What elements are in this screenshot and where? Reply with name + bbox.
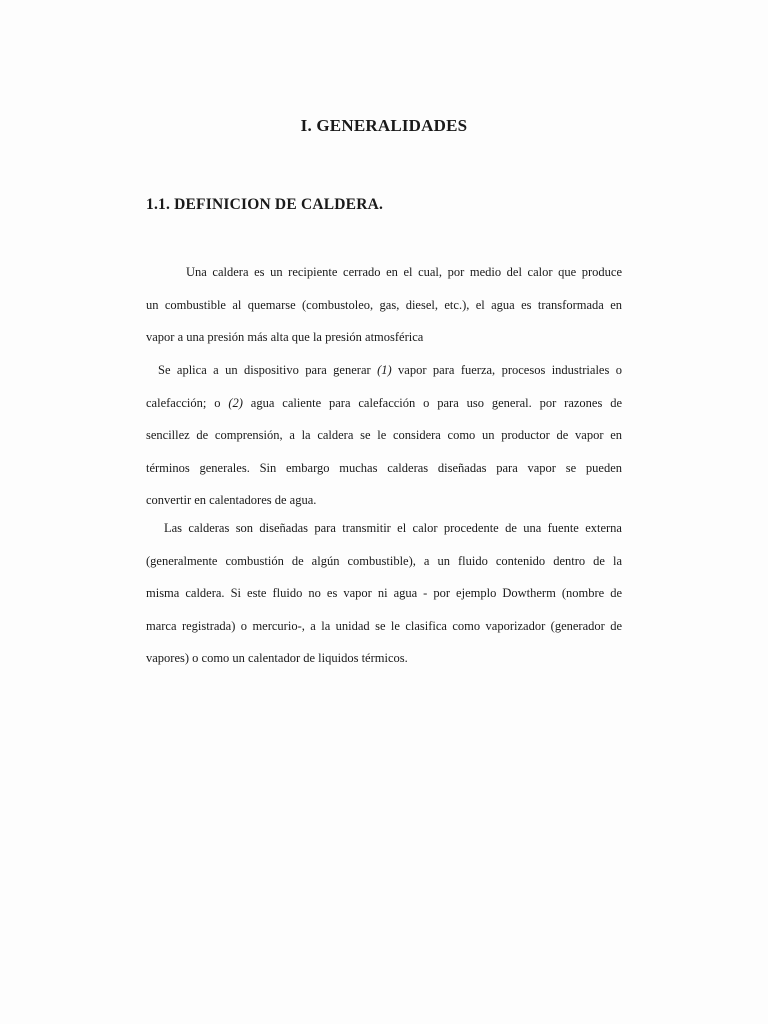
paragraph-application	[146, 354, 622, 517]
section-title: 1.1. DEFINICION DE CALDERA.	[146, 196, 384, 213]
enumerator: (2)	[228, 395, 243, 410]
paragraph-line: un combustible al quemarse (combustoleo, gas, diesel, etc.), el agua es transformada en	[146, 297, 622, 312]
paragraph-line: Las calderas son diseñadas para transmitir el calor procedente de una fuente externa	[164, 521, 622, 535]
paragraph-line: Una caldera es un recipiente cerrado en el cual, por medio del calor que produce	[186, 265, 622, 279]
paragraph-line: calefacción; o (2) agua caliente para calefacción o para uso general. por razones de	[146, 395, 622, 410]
paragraph-line: vapores) o como un calentador de liquidos térmicos.	[146, 651, 408, 666]
paragraph-line: (generalmente combustión de algún combustible), a un fluido contenido dentro de la	[146, 553, 622, 568]
paragraph-line: Se aplica a un dispositivo para generar (1) vapor para fuerza, procesos industriales o	[158, 363, 622, 377]
paragraph-line: vapor a una presión más alta que la presión atmosférica	[146, 330, 424, 345]
paragraph-line: misma caldera. Si este fluido no es vapor ni agua - por ejemplo Dowtherm (nombre de	[146, 586, 622, 601]
paragraph-line: sencillez de comprensión, a la caldera se le considera como un productor de vapor en	[146, 428, 622, 443]
chapter-title: I. GENERALIDADES	[300, 116, 468, 135]
enumerator: (1)	[377, 363, 392, 377]
paragraph-design	[146, 512, 622, 675]
paragraph-line: términos generales. Sin embargo muchas calderas diseñadas para vapor se pueden	[146, 460, 622, 475]
paragraph-line: marca registrada) o mercurio-, a la unidad se le clasifica como vaporizador (generador de	[146, 618, 622, 633]
paragraph-definition	[146, 256, 622, 354]
paragraph-line: convertir en calentadores de agua.	[146, 493, 317, 508]
